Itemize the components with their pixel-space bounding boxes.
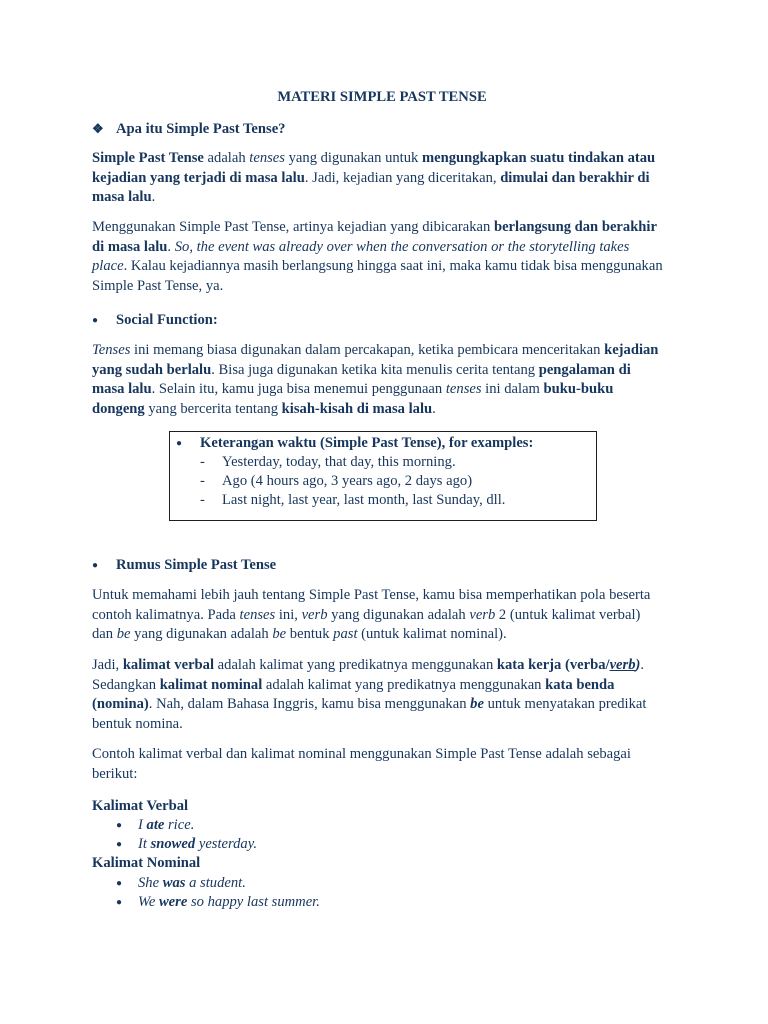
box-item-text: Last night, last year, last month, last Sunday, dll.	[222, 492, 506, 508]
text-bold: were	[158, 894, 188, 910]
text-bold: kata kerja (verba/	[496, 657, 610, 673]
text-italic: verb	[301, 606, 328, 623]
section-heading-text: Apa itu Simple Past Tense?	[116, 121, 286, 137]
text-italic: tenses	[239, 606, 276, 623]
text: 2 (untuk kalimat verbal) dan	[92, 606, 641, 642]
text-bold: ate	[146, 817, 165, 833]
text-italic: tenses	[249, 150, 285, 166]
text-italic: Tenses	[92, 342, 131, 358]
text-bold: kisah-kisah di masa lalu	[281, 400, 433, 417]
paragraph-definition	[92, 149, 664, 208]
text: yang bercerita tentang	[144, 400, 282, 417]
text-bold: kata benda (nomina)	[92, 676, 615, 712]
page-title: MATERI SIMPLE PAST TENSE	[277, 89, 487, 105]
text: adalah kalimat yang predikatnya menggunakan	[214, 657, 497, 673]
text: ini dalam	[481, 381, 544, 397]
text-italic: tenses	[445, 381, 482, 397]
text: (untuk kalimat nominal).	[357, 626, 507, 642]
section-heading-rumus	[92, 556, 276, 576]
kalimat-nominal-heading: Kalimat Nominal	[92, 855, 201, 871]
text-italic: be	[272, 626, 287, 642]
text-bold: was	[162, 875, 186, 891]
text-bold: buku-buku dongeng	[92, 381, 614, 417]
text-bold: berlangsung dan berakhir di masa lalu	[92, 219, 657, 255]
box-list-item	[200, 472, 472, 492]
box-item-text: Yesterday, today, that day, this morning.	[222, 454, 456, 470]
text: . Sedangkan	[92, 657, 645, 693]
list-item	[116, 893, 320, 913]
list-item	[116, 835, 257, 855]
text-italic: verb	[469, 606, 496, 623]
bullet-icon: ●	[116, 897, 123, 908]
text-bold: snowed	[150, 836, 196, 852]
text: Untuk memahami lebih jauh tentang Simple Past Tense, kamu bisa memperhatikan pola beserta contoh kalimatnya. Pada	[92, 587, 651, 623]
bullet-icon: ●	[92, 560, 99, 571]
text: . Jadi, kejadian yang diceritakan,	[304, 169, 501, 186]
text: . Selain itu, kamu juga bisa menemui penggunaan	[151, 381, 446, 397]
text: adalah	[203, 150, 250, 166]
paragraph-verbal-nominal	[92, 656, 664, 734]
text: .	[432, 400, 436, 417]
dash-bullet: -	[200, 473, 205, 489]
text: so happy last summer.	[187, 894, 320, 910]
text: yang digunakan adalah	[130, 626, 273, 642]
paragraph-usage	[92, 218, 664, 296]
text: She	[138, 875, 163, 891]
text: .	[167, 238, 175, 255]
section-heading-social-function	[92, 311, 218, 331]
text-bold: kalimat nominal	[159, 676, 263, 693]
bullet-icon: ●	[92, 315, 99, 326]
paragraph-rumus	[92, 586, 664, 645]
section-heading-what-is	[92, 119, 285, 140]
box-heading	[176, 434, 533, 454]
text: yang digunakan untuk	[284, 150, 422, 166]
text-italic: So, the event was already over when the conversation or the storytelling takes place	[92, 238, 630, 274]
time-expressions-box	[169, 431, 597, 521]
paragraph-examples-intro: Contoh kalimat verbal dan kalimat nominal menggunakan Simple Past Tense adalah sebagai berikut:	[92, 746, 631, 782]
text: yesterday.	[195, 836, 258, 852]
text: It	[138, 836, 151, 852]
bullet-icon: ●	[176, 438, 183, 449]
text: bentuk	[286, 626, 334, 642]
bullet-icon: ●	[116, 820, 123, 831]
text-bold: pengalaman di masa lalu	[92, 361, 631, 397]
text: ini,	[275, 606, 302, 623]
text: . Kalau kejadiannya masih berlangsung hingga saat ini, maka kamu tidak bisa menggunakan Simple Past Tense, ya.	[92, 258, 663, 294]
text: . Bisa juga digunakan ketika kita menulis cerita tentang	[211, 361, 539, 378]
text: Menggunakan Simple Past Tense, artinya kejadian yang dibicarakan	[92, 219, 494, 235]
list-item	[116, 874, 246, 894]
text: We	[138, 894, 159, 910]
text-bold: Simple Past Tense	[92, 150, 204, 166]
text: .	[151, 189, 156, 205]
text-bold-italic: )	[635, 657, 641, 673]
text: I	[138, 817, 147, 833]
paragraph-social-function	[92, 341, 664, 419]
text: yang digunakan adalah	[327, 606, 470, 623]
text: . Nah, dalam Bahasa Inggris, kamu bisa menggunakan	[148, 696, 471, 712]
dash-bullet: -	[200, 454, 205, 470]
list-item	[116, 816, 194, 836]
bullet-icon: ●	[116, 839, 123, 850]
text: adalah kalimat yang predikatnya menggunakan	[262, 676, 546, 693]
text: a student.	[185, 875, 246, 891]
section-heading-text: Rumus Simple Past Tense	[116, 557, 277, 573]
text-bold-italic: be	[470, 696, 484, 712]
dash-bullet: -	[200, 492, 205, 508]
text-bold: mengungkapkan suatu tindakan atau kejadian yang terjadi di masa lalu	[92, 150, 656, 186]
box-item-text: Ago (4 hours ago, 3 years ago, 2 days ago)	[222, 473, 473, 489]
text-bold: kalimat verbal	[122, 657, 215, 673]
text-bold: kejadian yang sudah berlalu	[92, 342, 659, 378]
box-heading-text: Keterangan waktu (Simple Past Tense), for examples:	[200, 435, 534, 451]
box-list-item	[200, 491, 505, 511]
kalimat-verbal-heading: Kalimat Verbal	[92, 798, 189, 814]
text: Jadi,	[92, 657, 123, 673]
section-heading-text: Social Function:	[116, 312, 218, 328]
text: rice.	[164, 817, 195, 833]
text: untuk menyatakan predikat bentuk nomina.	[92, 696, 647, 732]
text-bold: dimulai dan berakhir di masa lalu	[92, 169, 650, 205]
bullet-icon: ●	[116, 878, 123, 889]
diamond-bullet-icon: ❖	[92, 121, 104, 136]
text: ini memang biasa digunakan dalam percakapan, ketika pembicara menceritakan	[130, 342, 605, 358]
box-list-item	[200, 453, 456, 473]
text-bold-italic-underline: verb	[609, 657, 636, 673]
text-italic: past	[333, 626, 358, 642]
text-italic: be	[116, 626, 131, 642]
